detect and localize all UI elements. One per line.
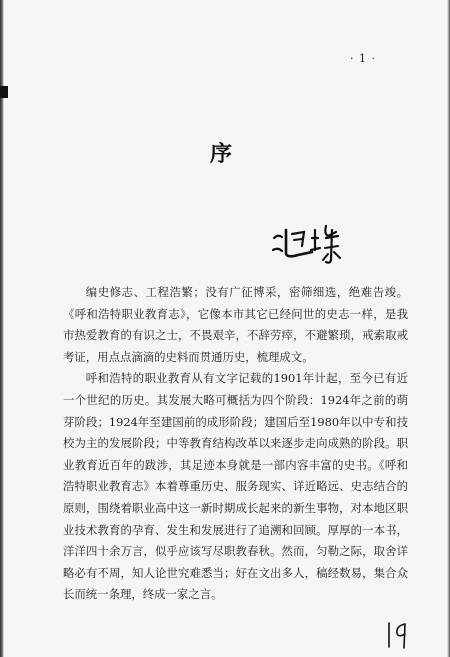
handwritten-signature bbox=[268, 220, 348, 270]
scan-left-edge bbox=[0, 0, 4, 657]
scan-edge-mark bbox=[0, 86, 8, 98]
handwritten-page-note bbox=[383, 620, 413, 650]
page-title: 序 bbox=[210, 141, 233, 167]
preface-body bbox=[63, 282, 408, 606]
paragraph: 呼和浩特的职业教育从有文字记载的1901年计起，至今已有近一个世纪的历史。其发展大略可概括为四个阶段：1924年之前的萌芽阶段；1924年至建国前的成形阶段；建国后至1980年以中专和技校为主的发展阶段；中等教育结构改革以来逐步走向成熟的阶段。职业教育近百年的跋涉，其足迹本身就是一部内容丰富的史书。《呼和浩特职业教育志》本着尊重历史、服务现实、详近略远、史志结合的原则，围绕着职业高中这一新时期成长起来的新生事物，对本地区职业技术教育的孕育、发生和发展进行了追溯和回顾。厚厚的一本书，洋洋四十余万言，似乎应该写尽职教春秋。然而，匀勒之际，取舍详略必有不周，知人论世究难悉当；好在文出多人，稿经数易，集合众长而统一条理，终成一家之言。 bbox=[63, 371, 408, 602]
page-number: · 1 · bbox=[350, 52, 376, 65]
paragraph: 编史修志、工程浩繁；没有广征博采，密筛细选，绝难告竣。《呼和浩特职业教育志》，它像本市其它已经问世的史志一样，是我市热爱教育的有识之士，不畏艰辛，不辞劳瘁，不避繁琐，戒索取戒考证，用点点滴滴的史料而贯通历史，梳理成文。 bbox=[63, 285, 408, 364]
